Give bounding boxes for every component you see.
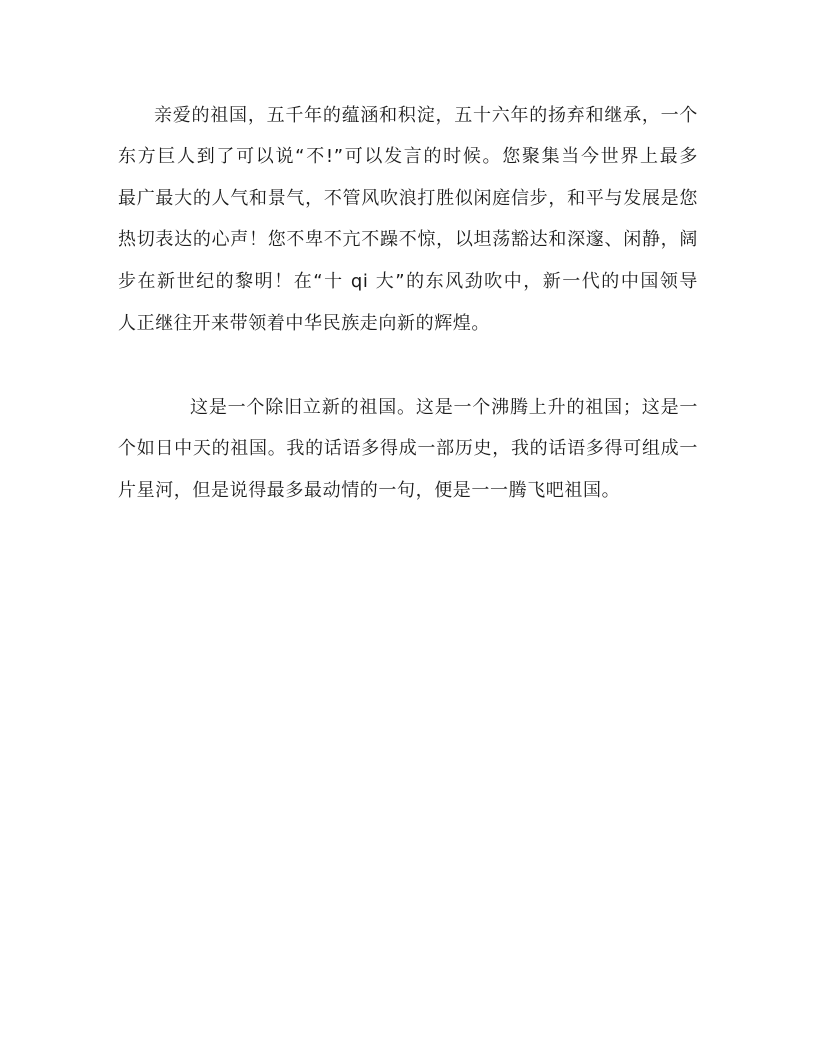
paragraph-2-line-3: 片星河，但是说得最多最动情的一句，便是一一腾飞吧祖国。 [118, 480, 621, 501]
paragraph-2-line-1: 这是一个除旧立新的祖国。这是一个沸腾上升的祖国；这是一 [190, 397, 698, 418]
paragraph-1-line-6: 人正继往开来带领着中华民族走向新的辉煌。 [118, 313, 490, 334]
paragraph-1-line-2: 东方巨人到了可以说“不!”可以发言的时候。您聚集当今世界上最多 [118, 146, 698, 167]
paragraph-1-line-3: 最广最大的人气和景气，不管风吹浪打胜似闲庭信步，和平与发展是您 [118, 188, 698, 209]
paragraph-2-line-2: 个如日中天的祖国。我的话语多得成一部历史，我的话语多得可组成一 [118, 438, 698, 459]
paragraph-1-line-1: 亲爱的祖国，五千年的蕴涵和积淀，五十六年的扬弃和继承，一个 [154, 105, 698, 126]
paragraph-1-line-5: 步在新世纪的黎明！在“十 qi 大”的东风劲吹中，新一代的中国领导 [118, 271, 698, 292]
paragraph-1-line-4: 热切表达的心声！您不卑不亢不躁不惊，以坦荡豁达和深邃、闲静，阔 [118, 229, 698, 250]
